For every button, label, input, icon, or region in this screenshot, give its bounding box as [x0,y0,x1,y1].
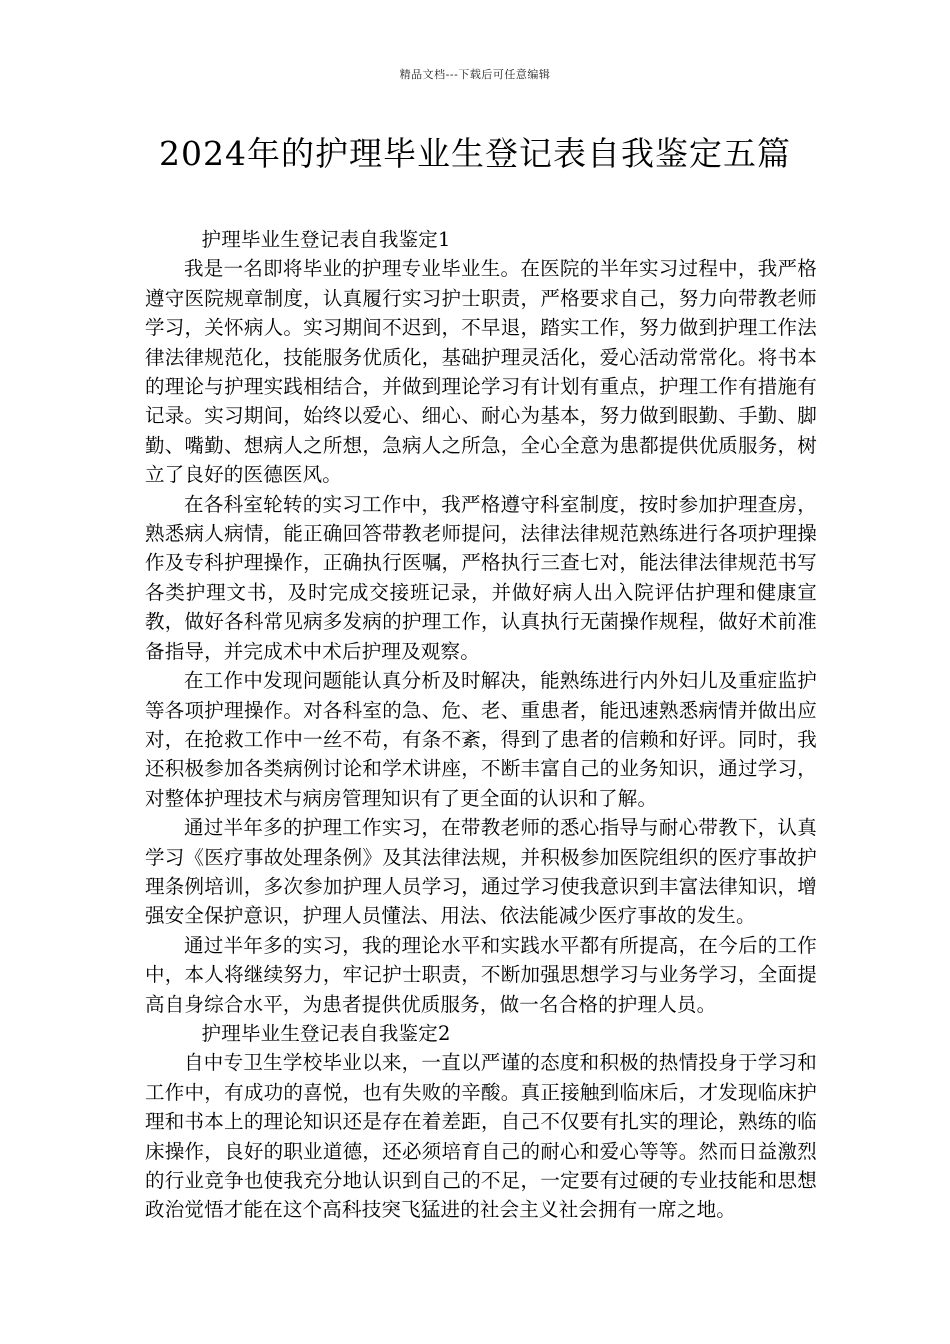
header-note: 精品文档---下载后可任意编辑 [399,68,551,81]
paragraph: 通过半年多的实习，我的理论水平和实践水平都有所提高，在今后的工作中，本人将继续努力，牢记护士职责，不断加强思想学习与业务学习，全面提高自身综合水平，为患者提供优质服务，做一名合格的护理人员。 [145,933,817,1016]
section-heading-1: 护理毕业生登记表自我鉴定1 [201,228,451,251]
document-title: 2024年的护理毕业生登记表自我鉴定五篇 [159,134,791,173]
section-heading-2: 护理毕业生登记表自我鉴定2 [201,1021,451,1045]
paragraph: 自中专卫生学校毕业以来，一直以严谨的态度和积极的热情投身于学习和工作中，有成功的喜悦，也有失败的辛酸。真正接触到临床后，才发现临床护理和书本上的理论知识还是存在着差距，自己不仅要有扎实的理论，熟练的临床操作，良好的职业道德，还必须培育自己的耐心和爱心等等。然而日益激烈的行业竞争也使我充分地认识到自己的不足，一定要有过硬的专业技能和思想政治觉悟才能在这个高科技突飞猛进的社会主义社会拥有一席之地。 [145,1051,817,1222]
paragraph: 在工作中发现问题能认真分析及时解决，能熟练进行内外妇儿及重症监护等各项护理操作。对各科室的急、危、老、重患者，能迅速熟悉病情并做出应对，在抢救工作中一丝不苟，有条不紊，得到了患者的信赖和好评。同时，我还积极参加各类病例讨论和学术讲座，不断丰富自己的业务知识，通过学习，对整体护理技术与病房管理知识有了更全面的认识和了解。 [145,669,817,810]
paragraph: 通过半年多的护理工作实习，在带教老师的悉心指导与耐心带教下，认真学习《医疗事故处理条例》及其法律法规，并积极参加医院组织的医疗事故护理条例培训，多次参加护理人员学习，通过学习使我意识到丰富法律知识，增强安全保护意识，护理人员懂法、用法、依法能减少医疗事故的发生。 [145,816,817,928]
document-body [145,225,817,1225]
paragraph: 我是一名即将毕业的护理专业毕业生。在医院的半年实习过程中，我严格遵守医院规章制度，认真履行实习护士职责，严格要求自己，努力向带教老师学习，关怀病人。实习期间不迟到，不早退，踏实工作，努力做到护理工作法律法律规范化，技能服务优质化，基础护理灵活化，爱心活动常常化。将书本的理论与护理实践相结合，并做到理论学习有计划有重点，护理工作有措施有记录。实习期间，始终以爱心、细心、耐心为基本，努力做到眼勤、手勤、脚勤、嘴勤、想病人之所想，急病人之所急，全心全意为患都提供优质服务，树立了良好的医德医风。 [145,257,817,487]
paragraph: 在各科室轮转的实习工作中，我严格遵守科室制度，按时参加护理查房，熟悉病人病情，能正确回答带教老师提问，法律法律规范熟练进行各项护理操作及专科护理操作，正确执行医嘱，严格执行三查七对，能法律法律规范书写各类护理文书，及时完成交接班记录，并做好病人出入院评估护理和健康宣教，做好各科常见病多发病的护理工作，认真执行无菌操作规程，做好术前准备指导，并完成术中术后护理及观察。 [145,492,817,663]
